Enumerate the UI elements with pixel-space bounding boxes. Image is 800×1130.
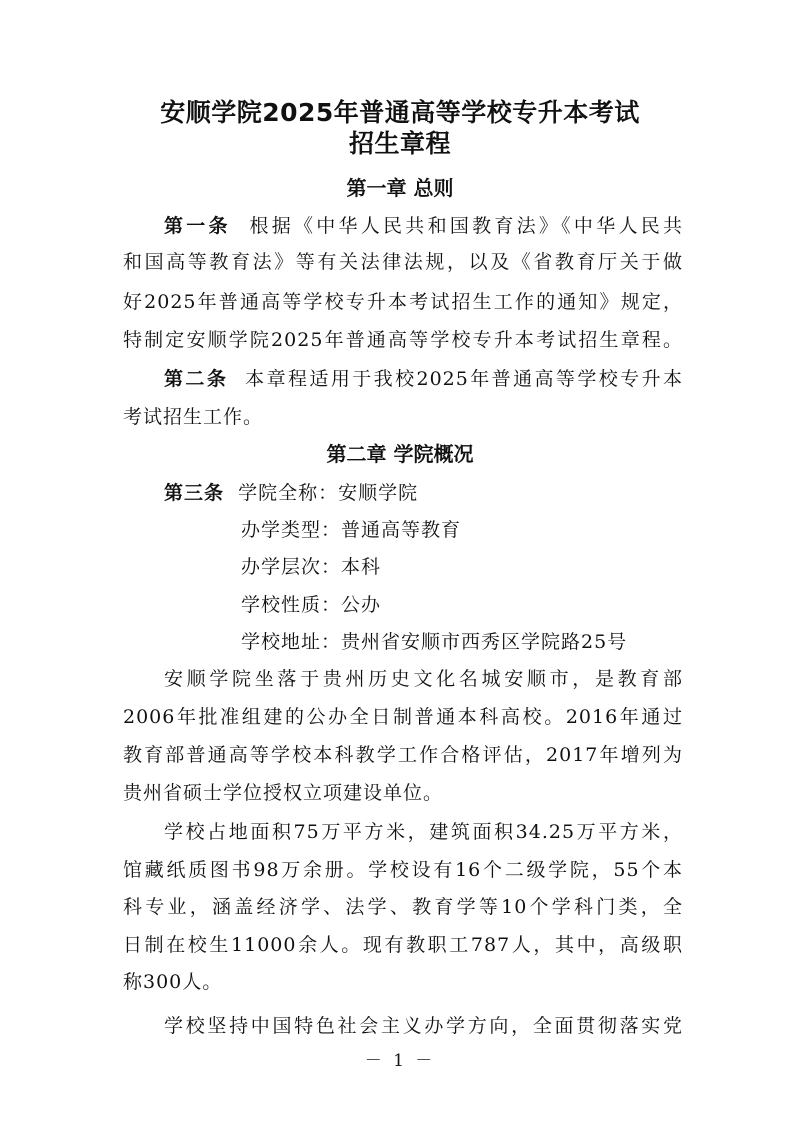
article-1-line-4: 特制定安顺学院2025年普通高等学校专升本考试招生章程。 <box>123 329 683 351</box>
intro-paragraph-2-line-5: 称300人。 <box>123 971 223 993</box>
intro-paragraph-2-line-3: 科专业，涵盖经济学、法学、教育学等10个学科门类，全 <box>123 896 683 918</box>
intro-paragraph-2-line-2: 馆藏纸质图书98万余册。学校设有16个二级学院，55个本 <box>123 859 683 881</box>
article-1-label: 第一条 <box>164 215 231 237</box>
field-school-address: 学校地址：贵州省安顺市西秀区学院路25号 <box>241 631 628 653</box>
article-2-label: 第二条 <box>164 368 229 390</box>
article-1-text-1: 根据《中华人民共和国教育法》《中华人民共 <box>249 215 683 237</box>
intro-paragraph-3-line-1: 学校坚持中国特色社会主义办学方向，全面贯彻落实党 <box>164 1015 683 1037</box>
field-school-level: 办学层次：本科 <box>241 556 382 578</box>
field-full-name: 学院全称：安顺学院 <box>238 482 419 504</box>
intro-paragraph-1-line-3: 教育部普通高等学校本科教学工作合格评估，2017年增列为 <box>123 744 683 766</box>
article-2-text-1: 本章程适用于我校2025年普通高等学校专升本 <box>245 368 683 390</box>
field-school-nature: 学校性质：公办 <box>241 594 382 616</box>
page-number: － 1 － <box>364 1051 436 1071</box>
article-1-line-3: 好2025年普通高等学校专升本考试招生工作的通知》规定， <box>123 291 683 313</box>
field-school-type: 办学类型：普通高等教育 <box>241 519 462 541</box>
article-3-line-1 <box>164 480 724 506</box>
article-3-label: 第三条 <box>164 482 225 504</box>
intro-paragraph-1-line-1: 安顺学院坐落于贵州历史文化名城安顺市，是教育部 <box>164 668 683 690</box>
intro-paragraph-1-line-4: 贵州省硕士学位授权立项建设单位。 <box>123 782 444 804</box>
document-title-line-2: 招生章程 <box>348 129 451 158</box>
document-title-line-1: 安顺学院2025年普通高等学校专升本考试 <box>160 98 640 127</box>
chapter-1-heading: 第一章 总则 <box>346 176 454 200</box>
article-1-line-1 <box>164 213 683 239</box>
article-2-line-2: 考试招生工作。 <box>123 406 264 428</box>
article-1-line-2: 和国高等教育法》等有关法律法规，以及《省教育厅关于做 <box>123 251 683 273</box>
intro-paragraph-2-line-1: 学校占地面积75万平方米，建筑面积34.25万平方米， <box>164 821 683 843</box>
intro-paragraph-2-line-4: 日制在校生11000余人。现有教职工787人，其中，高级职 <box>123 934 683 956</box>
chapter-2-heading: 第二章 学院概况 <box>326 442 474 466</box>
intro-paragraph-1-line-2: 2006年批准组建的公办全日制普通本科高校。2016年通过 <box>123 706 683 728</box>
article-2-line-1 <box>164 366 683 392</box>
